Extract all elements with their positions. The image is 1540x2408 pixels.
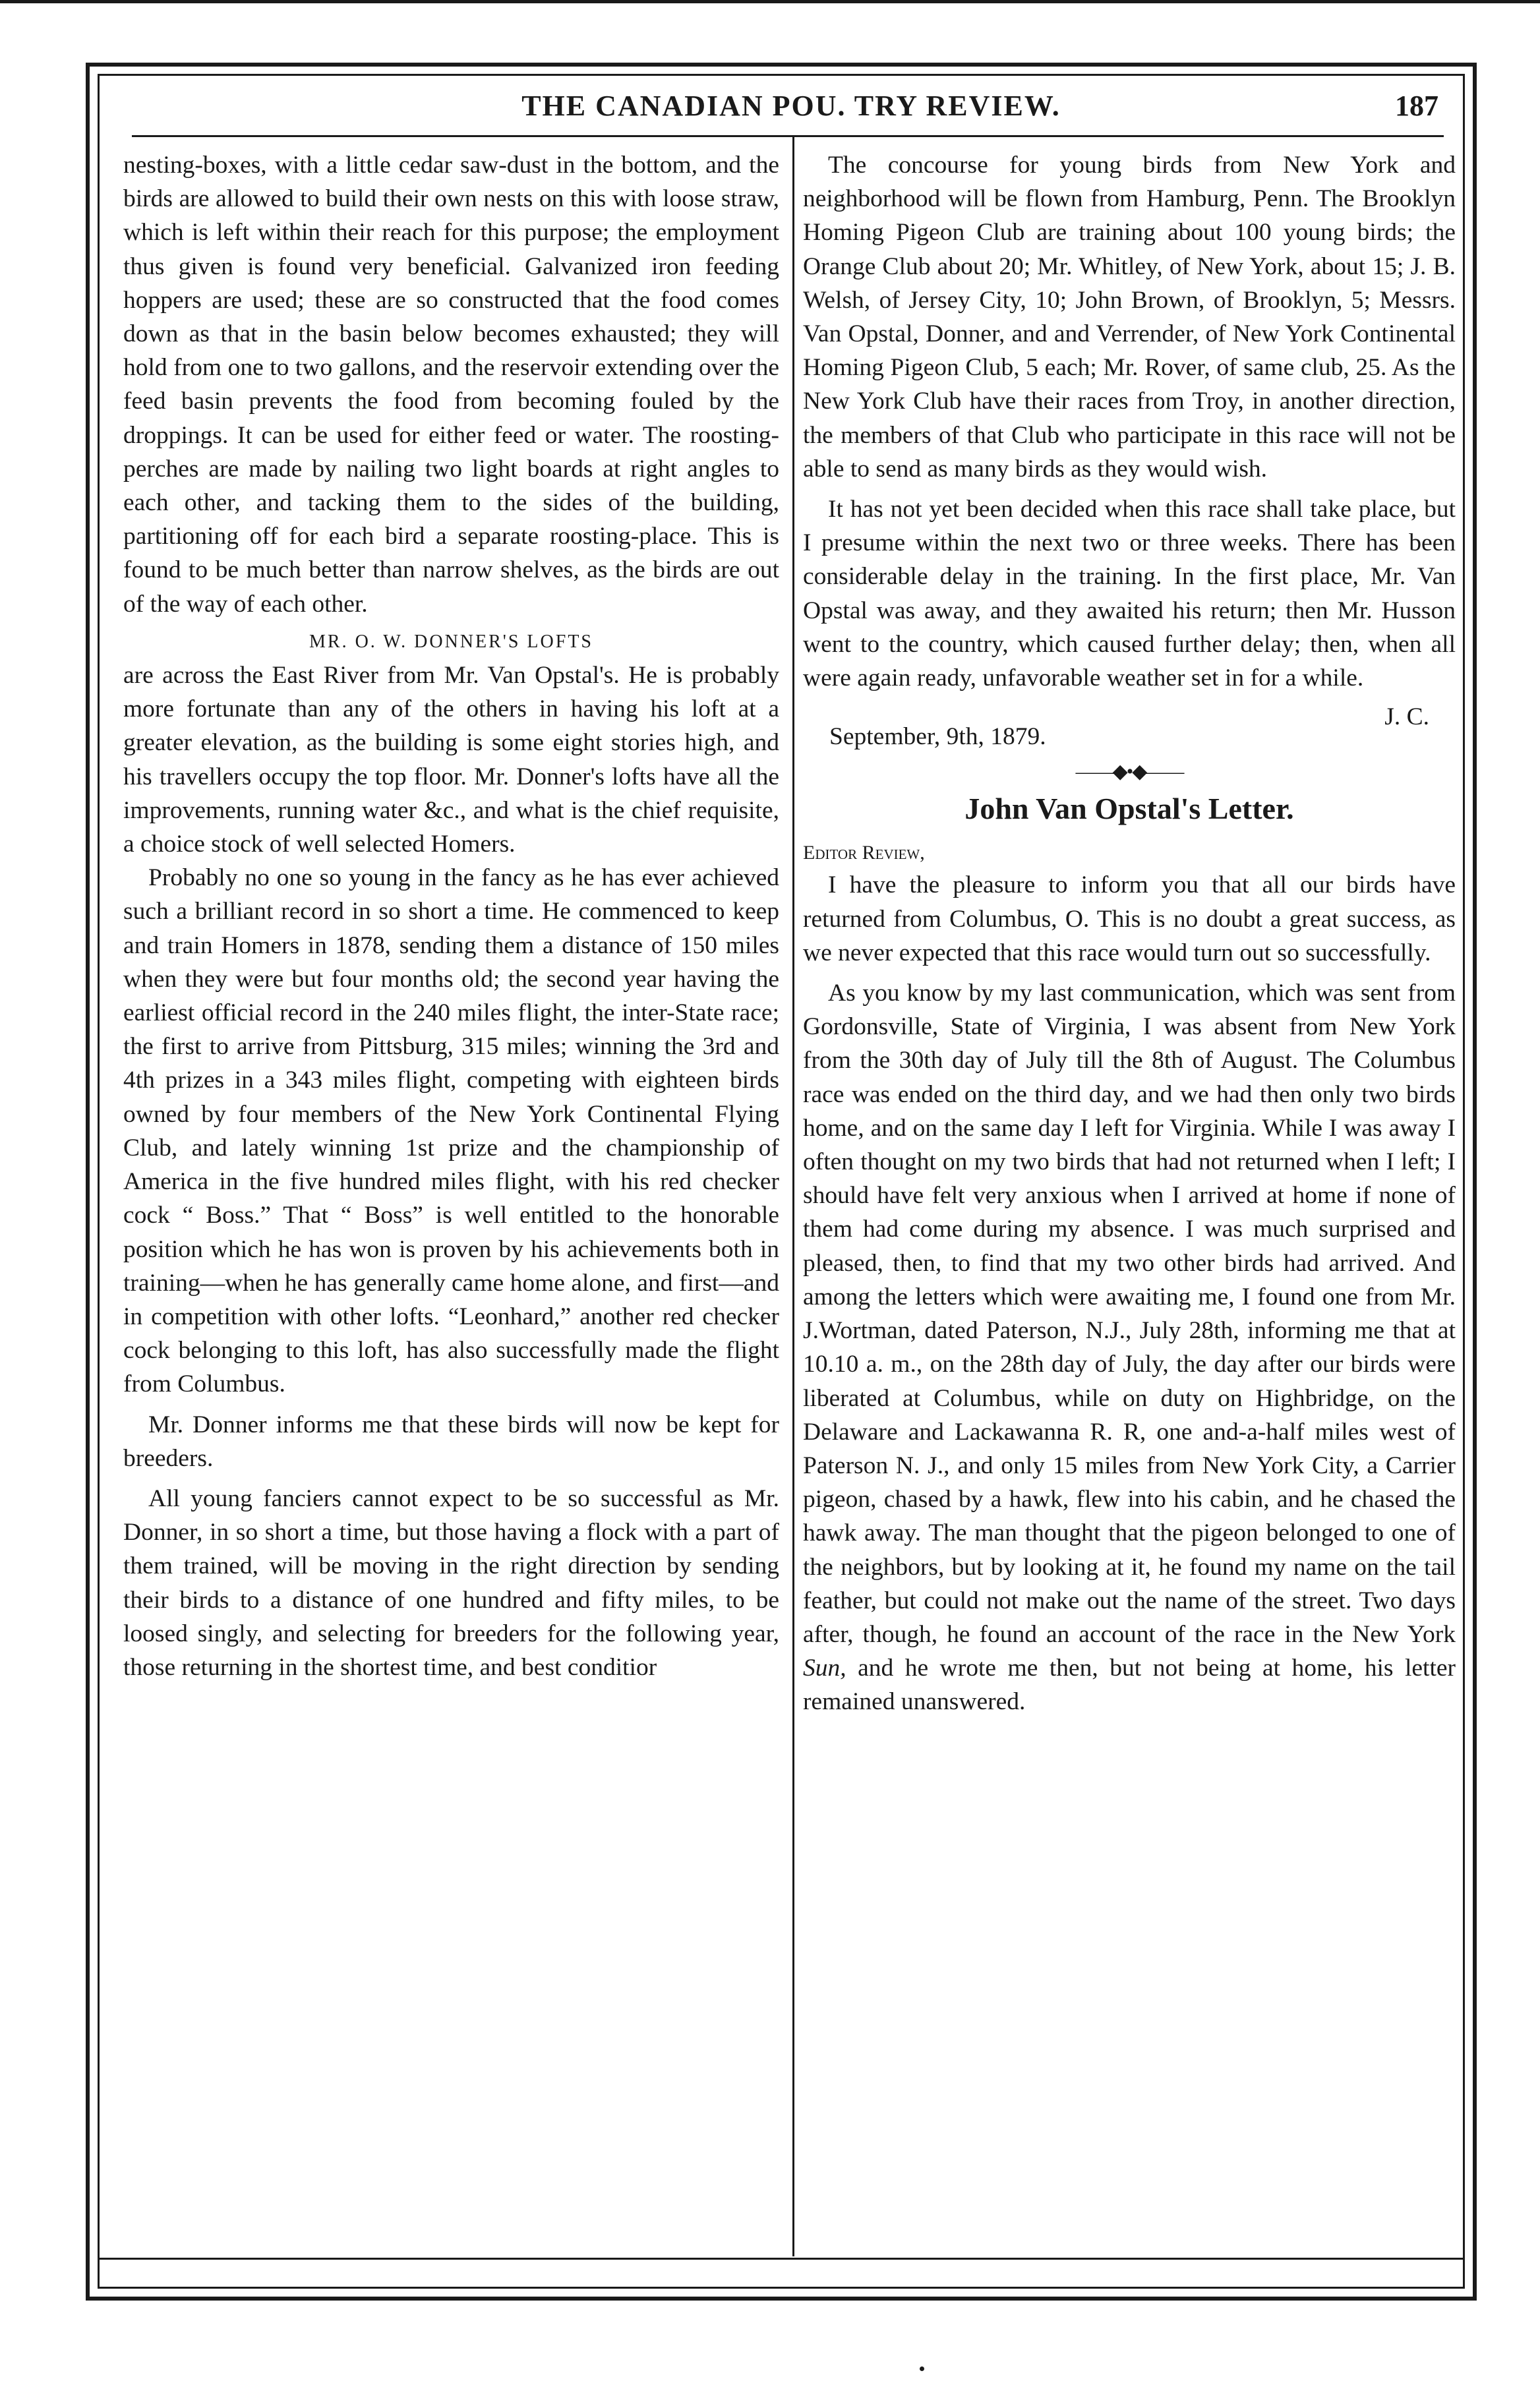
left-paragraph-4: Mr. Donner informs me that these birds will now be kept for breeders. [123, 1411, 779, 1472]
left-paragraph-3: Probably no one so young in the fancy as he has ever achieved such a brilliant record in so short a time. He commenced to keep and train Homers in 1878, sending them a distance of 150 miles when they were but four months old; the second year having the earliest official record in the 240 miles flight, the inter-State race; the first to arrive from Pittsburg, 315 miles; winning the 3rd and 4th prizes in a 343 miles flight, competing with eighteen birds owned by four members of the New York Continental Flying Club, and lately winning 1st prize and the championship of America in the five hundred miles flight, with his red checker cock “ Boss.” That “ Boss” is well entitled to the honorable position which he has won is proven by his achievements both in training—when he has generally came home alone, and first—and in competition with other lofts. “Leonhard,” another red checker cock belonging to this loft, has also successfully made the flight from Columbus. [123, 864, 779, 1398]
right-paragraph-4-part-b: and he wrote me then, but not being at home, his letter remained unanswered. [803, 1655, 1456, 1716]
journal-title: THE CANADIAN POU. TRY REVIEW. [521, 90, 1061, 122]
right-column [803, 148, 1456, 1719]
letter-title: John Van Opstal's Letter. [964, 792, 1294, 826]
salutation: Editor Review, [803, 842, 925, 864]
right-paragraph-2: It has not yet been decided when this race shall take place, but I presume within the next two or three weeks. There has been considerable delay in the training. In the first place, Mr. Van Opstal was away, and they awaited his return; then Mr. Husson went to the country, which caused further delay; then, when all were again ready, unfavorable weather set in for a while. [803, 496, 1456, 692]
newspaper-name: Sun, [803, 1655, 846, 1682]
right-paragraph-4-part-a: As you know by my last communication, which was sent from Gordonsville, State of Virginia, I was absent from New York from the 30th day of July till the 8th of August. The Columbus race was ended on the third day, and we had then only two birds home, and on the same day I left for Virginia. While I was away I often thought on my two birds that had not returned when I left; I should have felt very anxious when I arrived at home if none of them had come during my absence. I was much surprised and pleased, then, to find that my two other birds had arrived. And among the letters which were awaiting me, I found one from Mr. J.Wortman, dated Paterson, N.J., July 28th, informing me that at 10.10 a. m., on the 28th day of July, the day after our birds were liberated at Columbus, while on duty on Highbridge, on the Delaware and Lackawanna R. R, one and-a-half miles west of Paterson N. J., and only 15 miles from New York City, a Carrier pigeon, chased by a hawk, flew into his cabin, and he chased the hawk away. The man thought that the pigeon belonged to one of the neighbors, but by looking at it, he found my name on the tail feather, but could not make out the name of the street. Two days after, though, he found an account of the race in the New York [803, 980, 1456, 1648]
running-header [132, 82, 1450, 135]
section-subhead-donner-lofts: MR. O. W. DONNER'S LOFTS [309, 631, 593, 652]
right-paragraph-4 [803, 976, 1456, 1718]
left-paragraph-2: are across the East River from Mr. Van Opstal's. He is probably more fortunate than any of the others in having his loft at a greater elevation, as the building is some eight stories high, and his travellers occupy the top floor. Mr. Donner's lofts have all the improvements, running water &c., and what is the chief requisite, a choice stock of well selected Homers. [123, 662, 779, 858]
stray-mark [920, 2366, 924, 2371]
column-divider [792, 137, 794, 2256]
right-paragraph-3: I have the pleasure to inform you that all our birds have returned from Columbus, O. This is no doubt a great success, as we never expected that this race would turn out so successfully. [803, 871, 1456, 966]
header-rule [132, 135, 1444, 137]
right-paragraph-1: The concourse for young birds from New York and neighborhood will be flown from Hamburg, Penn. The Brooklyn Homing Pigeon Club are training about 100 young birds; the Orange Club about 20; Mr. Whitley, of New York, about 15; J. B. Welsh, of Jersey City, 10; John Brown, of Brooklyn, 5; Messrs. Van Opstal, Donner, and and Verrender, of New York Continental Homing Pigeon Club, 5 each; Mr. Rover, of same club, 25. As the New York Club have their races from Troy, in another direction, the members of that Club who participate in this race will not be able to send as many birds as they would wish. [803, 152, 1456, 483]
section-ornament: ——◆•◆—— [1075, 761, 1183, 783]
left-paragraph-5: All young fanciers cannot expect to be so successful as Mr. Donner, in so short a time, but those having a flock with a part of them trained, will be moving in the right direction by sending their birds to a distance of one hundred and fifty miles, to be loosed singly, and selecting for breeders for the following year, those returning in the shortest time, and best conditior [123, 1484, 779, 1681]
letter-date: September, 9th, 1879. [829, 723, 1046, 751]
left-paragraph-1: nesting-boxes, with a little cedar saw-dust in the bottom, and the birds are allowed to build their own nests on this with loose straw, which is left within their reach for this purpose; the employment thus given is found very beneficial. Galvanized iron feeding hoppers are used; these are so constructed that the food comes down as that in the basin below becomes exhausted; they will hold from one to two gallons, and the reservoir extending over the feed basin prevents the food from becoming fouled by the droppings. It can be used for either feed or water. The roosting-perches are made by nailing two light boards at right angles to each other, and tacking them to the sides of the building, partitioning off for each bird a separate roosting-place. This is found to be much better than narrow shelves, as the birds are out of the way of each other. [123, 152, 779, 618]
signature-initials: J. C. [1384, 703, 1429, 731]
left-column [123, 148, 779, 1684]
page-number: 187 [1395, 90, 1438, 122]
dateline [803, 700, 1456, 753]
top-edge-line [0, 0, 1540, 3]
bottom-rule [99, 2258, 1464, 2260]
